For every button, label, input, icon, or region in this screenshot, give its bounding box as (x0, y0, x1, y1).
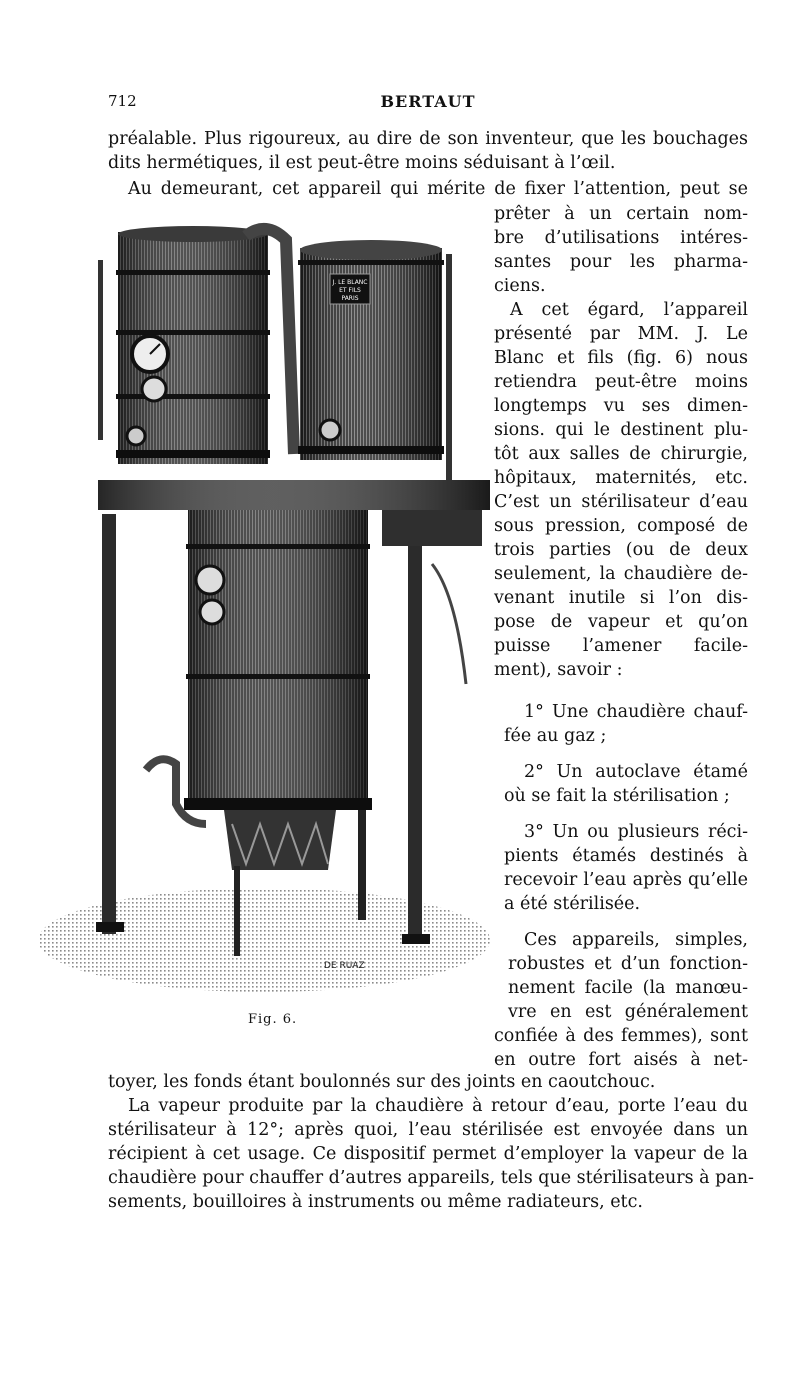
text-line: tôt aux salles de chirurgie, (494, 444, 748, 464)
text-line: Blanc et fils (fig. 6) nous (494, 348, 748, 368)
text-line: stérilisateur à 12°; après quoi, l’eau stérilisée est envoyée dans un (108, 1120, 748, 1140)
text-line: vre en est généralement (508, 1002, 748, 1022)
text-line: venant inutile si l’on dis- (494, 588, 748, 608)
text-line: récipient à cet usage. Ce dispositif permet d’employer la vapeur de la (108, 1144, 748, 1164)
text-line: chaudière pour chauffer d’autres appareils, tels que stérilisateurs à pan- (108, 1168, 754, 1188)
autoclave-gauge (200, 600, 224, 624)
text-line: présenté par MM. J. Le (494, 324, 748, 344)
text-line: pose de vapeur et qu’on (494, 612, 748, 632)
text-line: Au demeurant, cet appareil qui mérite de fixer l’attention, peut se (128, 179, 748, 199)
text-line: bre d’utilisations intéres- (494, 228, 748, 248)
text-line: 2° Un autoclave étamé (524, 762, 748, 782)
text-line: recevoir l’eau après qu’elle (504, 870, 748, 890)
text-line: confiée à des femmes), sont (494, 1026, 748, 1046)
text-line: en outre fort aisés à net- (494, 1050, 748, 1070)
text-line: trois parties (ou de deux (494, 540, 748, 560)
text-line: ciens. (494, 276, 546, 296)
text-line: retiendra peut-être moins (494, 372, 748, 392)
level-tube (98, 260, 103, 440)
text-line: sous pression, composé de (494, 516, 748, 536)
text-line: sements, bouilloires à instruments ou même radiateurs, etc. (108, 1192, 643, 1212)
figure-caption: Fig. 6. (248, 1012, 298, 1027)
maker-plate-line: J. LE BLANC (332, 279, 368, 286)
text-line: où se fait la stérilisation ; (504, 786, 730, 806)
text-line: hôpitaux, maternités, etc. (494, 468, 748, 488)
text-line: a été stérilisée. (504, 894, 641, 914)
text-line: C’est un stérilisateur d’eau (494, 492, 748, 512)
text-line: A cet égard, l’appareil (510, 300, 748, 320)
text-line: sions. qui le destinent plu- (494, 420, 748, 440)
text-line: toyer, les fonds étant boulonnés sur des joints en caoutchouc. (108, 1072, 656, 1092)
sterilizer-engraving (36, 214, 492, 1006)
drain-hose (432, 564, 466, 684)
text-line: robustes et d’un fonction- (508, 954, 748, 974)
leg-foot (96, 922, 124, 932)
text-line: ment), savoir : (494, 660, 623, 680)
autoclave (184, 510, 372, 810)
text-line: santes pour les pharma- (494, 252, 748, 272)
maker-plate-line: PARIS (341, 295, 359, 302)
side-bracket (382, 510, 482, 546)
maker-plate-line: ET FILS (339, 287, 361, 294)
text-line: fée au gaz ; (504, 726, 607, 746)
valve-wheel (142, 377, 166, 401)
valve-wheel (320, 420, 340, 440)
text-line: longtemps vu ses dimen- (494, 396, 748, 416)
leg (102, 514, 116, 934)
text-line: 1° Une chaudière chauf- (524, 702, 748, 722)
valve-wheel (127, 427, 145, 445)
text-line: prêter à un certain nom- (494, 204, 748, 224)
text-line: La vapeur produite par la chaudière à retour d’eau, porte l’eau du (128, 1096, 748, 1116)
running-title: BERTAUT (380, 92, 476, 111)
text-line: 3° Un ou plusieurs réci- (524, 822, 748, 842)
text-line: seulement, la chaudière de- (494, 564, 748, 584)
text-line: nement facile (la manœu- (508, 978, 748, 998)
text-line: puisse l’amener facile- (494, 636, 748, 656)
text-line: dits hermétiques, il est peut-être moins séduisant à l’œil. (108, 153, 616, 173)
text-line: pients étamés destinés à (504, 846, 748, 866)
engraver-signature: DE RUAZ (324, 961, 365, 971)
page-header (108, 92, 748, 116)
autoclave-gauge (196, 566, 224, 594)
page-number: 712 (108, 92, 137, 110)
text-line: Ces appareils, simples, (524, 930, 748, 950)
leg-foot (402, 934, 430, 944)
text-line: préalable. Plus rigoureux, au dire de son inventeur, que les bouchages (108, 129, 748, 149)
leg (408, 514, 422, 934)
